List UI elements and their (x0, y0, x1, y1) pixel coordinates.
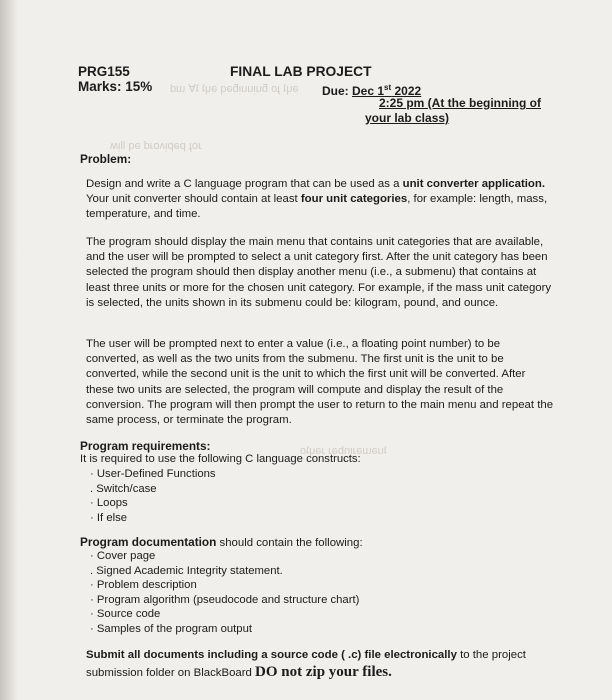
page-title: FINAL LAB PROJECT (230, 64, 372, 79)
list-item: . Switch/case (90, 482, 157, 495)
bleed-through-text: ʇuǝɯǝɹᴉnbǝɹ ɹǝɥʇo (300, 445, 387, 457)
due-time: 2:25 pm (At the beginning of (379, 96, 541, 110)
problem-paragraph-3: The user will be prompted next to enter a value (i.e., a floating point number) to be converted, as well as the two units from the submenu. The first unit is the unit to be converted, while the second unit is the unit to which the first unit will be converted. After these two units are selected, the program will compute and display the result of the conversion. The program will then prompt the user to return to the main menu and repeat the same process, or terminate the program. (86, 338, 554, 427)
due-date: Dec 1 (352, 84, 385, 98)
list-item: · Program algorithm (pseudocode and structure chart) (90, 593, 360, 606)
requirements-intro: It is required to use the following C language constructs: (80, 453, 361, 465)
documentation-list (84, 549, 359, 636)
course-code: PRG155 (78, 64, 130, 79)
problem-paragraph-2: The program should display the main menu that contains unit categories that are available, and the user will be prompted to select a unit category first. After the unit category has been selected the program should then display another menu (i.e., a submenu) that contains at least three units or more for the chosen unit category. For example, if the mass unit category is selected, the units shown in its submenu could be: kilogram, pound, and ounce. (86, 236, 552, 309)
problem-heading: Problem: (80, 152, 132, 166)
due-date-suffix: st (384, 83, 392, 92)
list-item: . Signed Academic Integrity statement. (90, 564, 283, 577)
due-year: 2022 (391, 84, 422, 98)
requirements-list (84, 467, 216, 525)
bleed-through-text: ǝɥʇ ɟo ƃuᴉuuᴉƃǝq ǝɥʇ ʇ∀ ɯd (170, 83, 299, 95)
list-item: · Cover page (90, 550, 156, 562)
problem-paragraph-1: Design and write a C language program that can be used as a unit converter application. Your unit converter should contain at least four unit categories, for example: length, mass, temperature, and time. (86, 178, 548, 221)
documentation-heading: Program documentation should contain the following: (80, 535, 363, 549)
marks-label: Marks: 15% (78, 79, 153, 94)
bleed-through-text: ɹoɟ pǝpᴉʌoɹd ǝq llᴉʍ (110, 140, 202, 152)
list-item: · User-Defined Functions (90, 468, 216, 480)
list-item: · Samples of the program output (90, 622, 253, 635)
list-item: · Source code (90, 608, 161, 620)
list-item: · Problem description (90, 579, 197, 591)
requirements-heading: Program requirements: (80, 439, 211, 453)
list-item: · If else (90, 511, 128, 524)
submission-instructions: Submit all documents including a source code ( .c) file electronically to the project submission folder on BlackBoard DO not zip your files. (86, 649, 526, 680)
page-edge-shadow (0, 0, 18, 700)
due-label: Due: (322, 84, 349, 98)
list-item: · Loops (90, 497, 128, 509)
due-class: your lab class) (365, 111, 450, 125)
